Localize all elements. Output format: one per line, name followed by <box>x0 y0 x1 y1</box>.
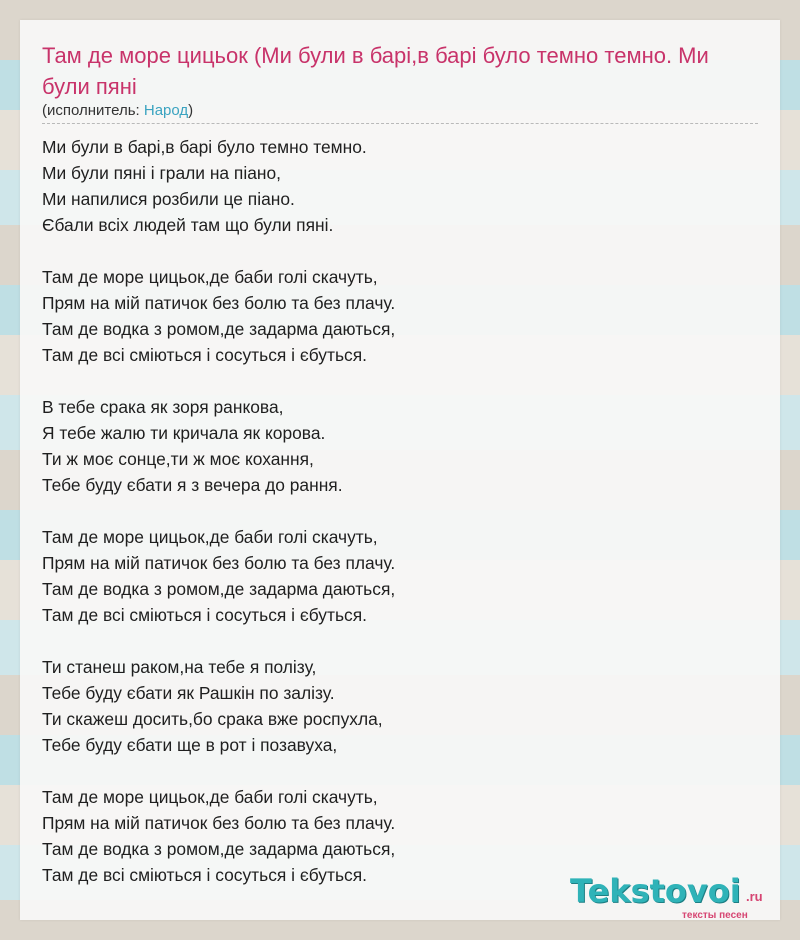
lyric-line: Там де водка з ромом,де задарма даються, <box>42 579 396 599</box>
performer-line <box>42 102 193 119</box>
lyric-line: Ми напилися розбили це піано. <box>42 189 295 209</box>
lyric-line: Ми були пяні і грали на піано, <box>42 163 281 183</box>
stanza <box>42 134 758 238</box>
lyric-line: Там де море цицьок,де баби голі скачуть, <box>42 787 378 807</box>
lyric-line: Тебе буду єбати ще в рот і позавуха, <box>42 735 338 755</box>
performer-close: ) <box>188 102 194 119</box>
lyric-line: Там де всі сміються і сосуться і єбуться. <box>42 865 367 885</box>
lyric-line: Прям на мій патичок без болю та без плачу. <box>42 553 396 573</box>
lyric-line: Тебе буду єбати я з вечера до рання. <box>42 475 343 495</box>
lyric-line: Ми були в барі,в барі було темно темно. <box>42 137 367 157</box>
stanza <box>42 654 758 758</box>
title-divider <box>42 123 758 124</box>
lyrics-card <box>20 20 780 920</box>
lyric-line: Там де море цицьок,де баби голі скачуть, <box>42 267 378 287</box>
logo-tagline: тексты песен <box>682 910 748 921</box>
logo-tld: .ru <box>746 889 763 904</box>
lyric-line: Ти ж моє сонце,ти ж моє кохання, <box>42 449 314 469</box>
lyric-line: Тебе буду єбати як Рашкін по залізу. <box>42 683 335 703</box>
lyric-line: Там де водка з ромом,де задарма даються, <box>42 839 396 859</box>
lyric-line: Я тебе жалю ти кричала як корова. <box>42 423 326 443</box>
song-title: Там де море цицьок (Ми були в барі,в барі було темно темно. Ми були пяні <box>42 43 709 99</box>
lyrics-body <box>42 134 758 914</box>
lyric-line: Там де водка з ромом,де задарма даються, <box>42 319 396 339</box>
lyric-line: Там де всі сміються і сосуться і єбуться. <box>42 345 367 365</box>
performer-link[interactable]: Народ <box>143 102 189 119</box>
performer-label: (исполнитель: <box>42 102 144 119</box>
site-logo[interactable] <box>570 872 780 932</box>
logo-name: Tekstovoi <box>570 872 741 910</box>
lyric-line: Там де всі сміються і сосуться і єбуться. <box>42 605 367 625</box>
lyric-line: Прям на мій патичок без болю та без плачу. <box>42 813 396 833</box>
lyric-line: В тебе срака як зоря ранкова, <box>42 397 284 417</box>
stanza <box>42 394 758 498</box>
lyric-line: Прям на мій патичок без болю та без плачу. <box>42 293 396 313</box>
lyric-line: Ти скажеш досить,бо срака вже роспухла, <box>42 709 383 729</box>
lyric-line: Єбали всіх людей там що були пяні. <box>42 215 334 235</box>
stanza <box>42 524 758 628</box>
stanza <box>42 264 758 368</box>
lyric-line: Там де море цицьок,де баби голі скачуть, <box>42 527 378 547</box>
lyric-line: Ти станеш раком,на тебе я полізу, <box>42 657 317 677</box>
